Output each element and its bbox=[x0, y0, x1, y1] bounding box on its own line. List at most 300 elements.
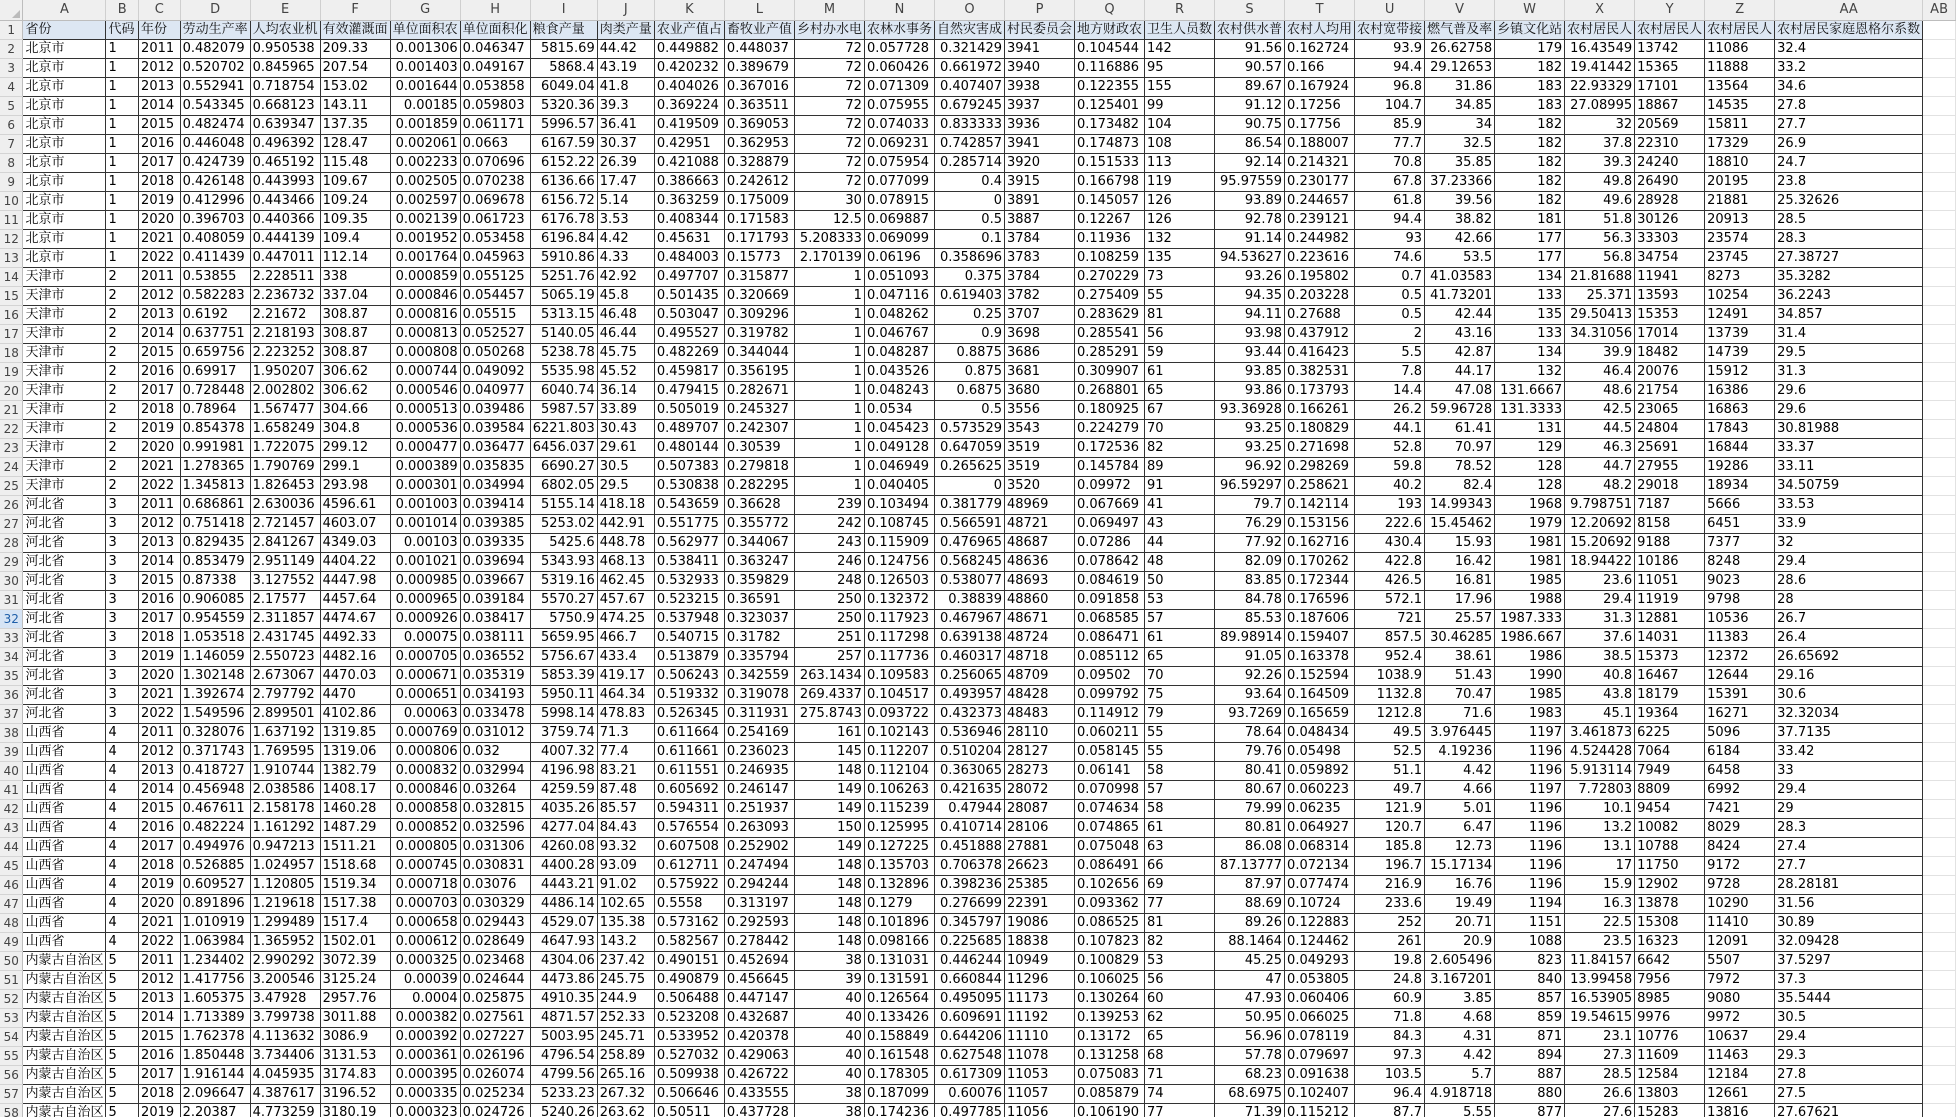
table-cell[interactable]: 1132.8 bbox=[1355, 686, 1425, 705]
table-cell[interactable]: 99 bbox=[1145, 97, 1215, 116]
table-cell[interactable]: 4 bbox=[106, 724, 139, 743]
table-cell[interactable]: 44.17 bbox=[1425, 363, 1495, 382]
table-cell[interactable]: 1.417756 bbox=[180, 971, 250, 990]
table-cell[interactable]: 72 bbox=[794, 116, 864, 135]
table-cell[interactable]: 134 bbox=[1495, 268, 1565, 287]
table-cell[interactable]: 93.64 bbox=[1215, 686, 1285, 705]
table-cell[interactable]: 0.153156 bbox=[1285, 515, 1355, 534]
table-cell[interactable]: 0.187606 bbox=[1285, 610, 1355, 629]
table-cell[interactable]: 29.5 bbox=[1775, 344, 1923, 363]
table-cell[interactable]: 457.67 bbox=[597, 591, 654, 610]
table-cell[interactable]: 0.131258 bbox=[1075, 1047, 1145, 1066]
table-cell[interactable]: 0.1279 bbox=[864, 895, 934, 914]
table-cell[interactable]: 29.4 bbox=[1565, 591, 1635, 610]
table-cell[interactable]: 242 bbox=[794, 515, 864, 534]
table-cell[interactable]: 0.106190 bbox=[1075, 1104, 1145, 1117]
table-cell[interactable]: 0.42951 bbox=[654, 135, 724, 154]
table-cell[interactable]: 0.328076 bbox=[180, 724, 250, 743]
table-cell[interactable]: 1 bbox=[106, 97, 139, 116]
header-cell[interactable]: 农村居民人 bbox=[1565, 21, 1635, 40]
table-cell[interactable]: 1 bbox=[794, 306, 864, 325]
table-cell[interactable]: 2.841267 bbox=[250, 534, 320, 553]
table-cell[interactable]: 1968 bbox=[1495, 496, 1565, 515]
table-cell[interactable]: 4102.86 bbox=[320, 705, 390, 724]
table-cell[interactable]: 30.89 bbox=[1775, 914, 1923, 933]
table-cell[interactable]: 0.345797 bbox=[934, 914, 1004, 933]
column-header-p[interactable]: P bbox=[1004, 0, 1074, 21]
select-all-corner[interactable] bbox=[0, 0, 23, 21]
table-cell[interactable]: 0.031012 bbox=[460, 724, 530, 743]
table-cell[interactable]: 0.075048 bbox=[1075, 838, 1145, 857]
table-cell[interactable]: 0.412996 bbox=[180, 192, 250, 211]
column-header-x[interactable]: X bbox=[1565, 0, 1635, 21]
table-cell[interactable]: 0.112104 bbox=[864, 762, 934, 781]
table-cell[interactable]: 308.87 bbox=[320, 306, 390, 325]
table-cell[interactable]: 16323 bbox=[1635, 933, 1705, 952]
table-cell[interactable] bbox=[1923, 553, 1956, 572]
table-cell[interactable]: 5987.57 bbox=[530, 401, 597, 420]
table-cell[interactable]: 51.1 bbox=[1355, 762, 1425, 781]
table-cell[interactable]: 887 bbox=[1495, 1066, 1565, 1085]
table-cell[interactable]: 94.4 bbox=[1355, 59, 1425, 78]
table-cell[interactable]: 30 bbox=[794, 192, 864, 211]
table-cell[interactable] bbox=[1923, 857, 1956, 876]
table-cell[interactable]: 45.1 bbox=[1565, 705, 1635, 724]
table-cell[interactable]: 11919 bbox=[1635, 591, 1705, 610]
table-cell[interactable]: 95 bbox=[1145, 59, 1215, 78]
row-header[interactable]: 4 bbox=[0, 78, 23, 97]
table-cell[interactable]: 179 bbox=[1495, 40, 1565, 59]
header-cell[interactable]: 省份 bbox=[23, 21, 106, 40]
table-cell[interactable]: 0.122883 bbox=[1285, 914, 1355, 933]
table-cell[interactable]: 7956 bbox=[1635, 971, 1705, 990]
table-cell[interactable]: 0.126564 bbox=[864, 990, 934, 1009]
table-cell[interactable]: 0.174873 bbox=[1075, 135, 1145, 154]
table-cell[interactable]: 7972 bbox=[1705, 971, 1775, 990]
table-cell[interactable]: 0.568245 bbox=[934, 553, 1004, 572]
table-cell[interactable]: 38 bbox=[794, 1104, 864, 1117]
table-cell[interactable]: 内蒙古自治区 bbox=[23, 990, 106, 1009]
table-cell[interactable]: 0.533952 bbox=[654, 1028, 724, 1047]
table-cell[interactable]: 13564 bbox=[1705, 78, 1775, 97]
table-cell[interactable]: 0.50511 bbox=[654, 1104, 724, 1117]
table-cell[interactable]: 0.506488 bbox=[654, 990, 724, 1009]
table-cell[interactable]: 0.060223 bbox=[1285, 781, 1355, 800]
table-cell[interactable]: 0.538077 bbox=[934, 572, 1004, 591]
table-cell[interactable]: 0.101896 bbox=[864, 914, 934, 933]
table-cell[interactable]: 5 bbox=[106, 952, 139, 971]
row-header[interactable]: 38 bbox=[0, 724, 23, 743]
table-cell[interactable]: 17329 bbox=[1705, 135, 1775, 154]
table-cell[interactable]: 5.14 bbox=[597, 192, 654, 211]
table-cell[interactable]: 14739 bbox=[1705, 344, 1775, 363]
row-header[interactable]: 50 bbox=[0, 952, 23, 971]
table-cell[interactable]: 0.639138 bbox=[934, 629, 1004, 648]
table-cell[interactable]: 11410 bbox=[1705, 914, 1775, 933]
table-cell[interactable]: 40 bbox=[794, 990, 864, 1009]
table-cell[interactable]: 0.495095 bbox=[934, 990, 1004, 1009]
table-cell[interactable]: 6176.78 bbox=[530, 211, 597, 230]
table-cell[interactable]: 1 bbox=[794, 268, 864, 287]
table-cell[interactable]: 89.67 bbox=[1215, 78, 1285, 97]
table-cell[interactable]: 0.424739 bbox=[180, 154, 250, 173]
table-cell[interactable]: 4799.56 bbox=[530, 1066, 597, 1085]
table-cell[interactable]: 0.853479 bbox=[180, 553, 250, 572]
table-cell[interactable]: 11463 bbox=[1705, 1047, 1775, 1066]
table-cell[interactable]: 2.550723 bbox=[250, 648, 320, 667]
table-cell[interactable]: 0.12267 bbox=[1075, 211, 1145, 230]
header-cell[interactable] bbox=[1923, 21, 1956, 40]
table-cell[interactable]: 0.030831 bbox=[460, 857, 530, 876]
table-cell[interactable]: 0.133426 bbox=[864, 1009, 934, 1028]
table-cell[interactable]: 79.99 bbox=[1215, 800, 1285, 819]
table-cell[interactable]: 0.036477 bbox=[460, 439, 530, 458]
table-cell[interactable]: 474.25 bbox=[597, 610, 654, 629]
table-cell[interactable]: 72 bbox=[794, 97, 864, 116]
table-cell[interactable]: 31.4 bbox=[1775, 325, 1923, 344]
table-cell[interactable]: 0.367016 bbox=[724, 78, 794, 97]
table-cell[interactable]: 15308 bbox=[1635, 914, 1705, 933]
table-cell[interactable]: 0.048243 bbox=[864, 382, 934, 401]
table-cell[interactable]: 2016 bbox=[139, 591, 181, 610]
table-cell[interactable]: 1197 bbox=[1495, 724, 1565, 743]
table-cell[interactable]: 261 bbox=[1355, 933, 1425, 952]
table-cell[interactable]: 0.158849 bbox=[864, 1028, 934, 1047]
table-cell[interactable]: 823 bbox=[1495, 952, 1565, 971]
table-cell[interactable]: 131.3333 bbox=[1495, 401, 1565, 420]
table-cell[interactable]: 102.65 bbox=[597, 895, 654, 914]
table-cell[interactable]: 0.059803 bbox=[460, 97, 530, 116]
table-cell[interactable]: 6992 bbox=[1705, 781, 1775, 800]
table-cell[interactable]: 148 bbox=[794, 895, 864, 914]
table-cell[interactable]: 84.3 bbox=[1355, 1028, 1425, 1047]
table-cell[interactable]: 0.145057 bbox=[1075, 192, 1145, 211]
table-cell[interactable]: 8985 bbox=[1635, 990, 1705, 1009]
table-cell[interactable]: 3 bbox=[106, 667, 139, 686]
table-cell[interactable]: 13.99458 bbox=[1565, 971, 1635, 990]
row-header[interactable]: 8 bbox=[0, 154, 23, 173]
table-cell[interactable]: 2022 bbox=[139, 477, 181, 496]
table-cell[interactable]: 3680 bbox=[1004, 382, 1074, 401]
header-cell[interactable]: 农村人均用 bbox=[1285, 21, 1355, 40]
table-cell[interactable]: 4 bbox=[106, 876, 139, 895]
table-cell[interactable]: 42.66 bbox=[1425, 230, 1495, 249]
table-cell[interactable]: 1.120805 bbox=[250, 876, 320, 895]
table-cell[interactable]: 0.247494 bbox=[724, 857, 794, 876]
table-cell[interactable]: 16271 bbox=[1705, 705, 1775, 724]
table-cell[interactable]: 0.09972 bbox=[1075, 477, 1145, 496]
table-cell[interactable]: 16.53905 bbox=[1565, 990, 1635, 1009]
table-cell[interactable]: 74 bbox=[1145, 1085, 1215, 1104]
table-cell[interactable]: 70.8 bbox=[1355, 154, 1425, 173]
row-header[interactable]: 44 bbox=[0, 838, 23, 857]
table-cell[interactable]: 149 bbox=[794, 838, 864, 857]
table-cell[interactable]: 74.6 bbox=[1355, 249, 1425, 268]
table-cell[interactable]: 1319.85 bbox=[320, 724, 390, 743]
table-cell[interactable]: 3 bbox=[106, 705, 139, 724]
table-cell[interactable]: 4035.26 bbox=[530, 800, 597, 819]
row-header[interactable]: 15 bbox=[0, 287, 23, 306]
column-header-y[interactable]: Y bbox=[1635, 0, 1705, 21]
table-cell[interactable]: 0.644206 bbox=[934, 1028, 1004, 1047]
table-cell[interactable]: 0.375 bbox=[934, 268, 1004, 287]
table-cell[interactable]: 3.167201 bbox=[1425, 971, 1495, 990]
table-cell[interactable]: 53 bbox=[1145, 952, 1215, 971]
table-cell[interactable]: 0.358696 bbox=[934, 249, 1004, 268]
table-cell[interactable]: 0.001644 bbox=[390, 78, 460, 97]
table-cell[interactable]: 3.976445 bbox=[1425, 724, 1495, 743]
table-cell[interactable]: 48428 bbox=[1004, 686, 1074, 705]
table-cell[interactable]: 0.69917 bbox=[180, 363, 250, 382]
table-cell[interactable]: 5.913114 bbox=[1565, 762, 1635, 781]
table-cell[interactable]: 462.45 bbox=[597, 572, 654, 591]
table-cell[interactable]: 91.02 bbox=[597, 876, 654, 895]
table-cell[interactable]: 89 bbox=[1145, 458, 1215, 477]
table-cell[interactable]: 0.5558 bbox=[654, 895, 724, 914]
header-cell[interactable]: 肉类产量 bbox=[597, 21, 654, 40]
table-cell[interactable]: 0.166798 bbox=[1075, 173, 1145, 192]
table-cell[interactable]: 32.32034 bbox=[1775, 705, 1923, 724]
table-cell[interactable]: 77 bbox=[1145, 895, 1215, 914]
table-cell[interactable] bbox=[1923, 496, 1956, 515]
table-cell[interactable]: 北京市 bbox=[23, 97, 106, 116]
table-cell[interactable]: 1196 bbox=[1495, 800, 1565, 819]
table-cell[interactable]: 1.713389 bbox=[180, 1009, 250, 1028]
table-cell[interactable]: 1 bbox=[106, 78, 139, 97]
table-cell[interactable]: 0.059892 bbox=[1285, 762, 1355, 781]
table-cell[interactable]: 104 bbox=[1145, 116, 1215, 135]
row-header[interactable]: 45 bbox=[0, 857, 23, 876]
column-header-b[interactable]: B bbox=[106, 0, 139, 21]
table-cell[interactable]: 0.482269 bbox=[654, 344, 724, 363]
table-cell[interactable]: 5238.78 bbox=[530, 344, 597, 363]
table-cell[interactable]: 72 bbox=[794, 78, 864, 97]
table-cell[interactable]: 419.17 bbox=[597, 667, 654, 686]
table-cell[interactable]: 0.068585 bbox=[1075, 610, 1145, 629]
table-cell[interactable]: 90.57 bbox=[1215, 59, 1285, 78]
table-cell[interactable]: 0.151533 bbox=[1075, 154, 1145, 173]
table-cell[interactable]: 0.104544 bbox=[1075, 40, 1145, 59]
table-cell[interactable]: 北京市 bbox=[23, 59, 106, 78]
table-cell[interactable]: 5003.95 bbox=[530, 1028, 597, 1047]
table-cell[interactable]: 16.42 bbox=[1425, 553, 1495, 572]
table-cell[interactable]: 12372 bbox=[1705, 648, 1775, 667]
table-cell[interactable]: 5 bbox=[106, 1047, 139, 1066]
table-cell[interactable]: 6156.72 bbox=[530, 192, 597, 211]
table-cell[interactable]: 5868.4 bbox=[530, 59, 597, 78]
table-cell[interactable]: 33303 bbox=[1635, 230, 1705, 249]
table-cell[interactable]: 2012 bbox=[139, 515, 181, 534]
table-cell[interactable]: 0.362953 bbox=[724, 135, 794, 154]
table-cell[interactable]: 0.122355 bbox=[1075, 78, 1145, 97]
table-cell[interactable]: 183 bbox=[1495, 78, 1565, 97]
table-cell[interactable]: 0.320669 bbox=[724, 287, 794, 306]
table-cell[interactable]: 0.060211 bbox=[1075, 724, 1145, 743]
row-header[interactable]: 1 bbox=[0, 21, 23, 40]
table-cell[interactable]: 0.30539 bbox=[724, 439, 794, 458]
table-cell[interactable]: 0.000513 bbox=[390, 401, 460, 420]
table-cell[interactable]: 0.519332 bbox=[654, 686, 724, 705]
table-cell[interactable]: 28.28181 bbox=[1775, 876, 1923, 895]
table-cell[interactable]: 12644 bbox=[1705, 667, 1775, 686]
table-cell[interactable]: 5343.93 bbox=[530, 553, 597, 572]
table-cell[interactable]: 25691 bbox=[1635, 439, 1705, 458]
table-cell[interactable]: 2.311857 bbox=[250, 610, 320, 629]
table-cell[interactable]: 44 bbox=[1145, 534, 1215, 553]
table-cell[interactable]: 120.7 bbox=[1355, 819, 1425, 838]
table-cell[interactable]: 5251.76 bbox=[530, 268, 597, 287]
table-cell[interactable]: 0.496392 bbox=[250, 135, 320, 154]
table-cell[interactable] bbox=[1923, 990, 1956, 1009]
row-header[interactable]: 20 bbox=[0, 382, 23, 401]
table-cell[interactable]: 67 bbox=[1145, 401, 1215, 420]
table-cell[interactable]: 0.163378 bbox=[1285, 648, 1355, 667]
table-cell[interactable]: 39.3 bbox=[1565, 154, 1635, 173]
table-cell[interactable]: 0.000392 bbox=[390, 1028, 460, 1047]
table-cell[interactable]: 0.36591 bbox=[724, 591, 794, 610]
table-cell[interactable]: 1985 bbox=[1495, 686, 1565, 705]
table-cell[interactable]: 0.451888 bbox=[934, 838, 1004, 857]
table-cell[interactable]: 96.8 bbox=[1355, 78, 1425, 97]
table-cell[interactable]: 0.026196 bbox=[460, 1047, 530, 1066]
table-cell[interactable] bbox=[1923, 952, 1956, 971]
table-cell[interactable]: 0.639347 bbox=[250, 116, 320, 135]
table-cell[interactable]: 1.658249 bbox=[250, 420, 320, 439]
table-cell[interactable]: 0.002061 bbox=[390, 135, 460, 154]
table-cell[interactable]: 70 bbox=[1145, 420, 1215, 439]
table-cell[interactable]: 306.62 bbox=[320, 382, 390, 401]
table-cell[interactable]: 76.29 bbox=[1215, 515, 1285, 534]
row-header[interactable]: 33 bbox=[0, 629, 23, 648]
table-cell[interactable]: 94.4 bbox=[1355, 211, 1425, 230]
table-cell[interactable]: 4.773259 bbox=[250, 1104, 320, 1117]
row-header[interactable]: 7 bbox=[0, 135, 23, 154]
table-cell[interactable]: 河北省 bbox=[23, 553, 106, 572]
table-cell[interactable]: 5233.23 bbox=[530, 1085, 597, 1104]
table-cell[interactable]: 26.4 bbox=[1775, 629, 1923, 648]
table-cell[interactable]: 山西省 bbox=[23, 914, 106, 933]
table-cell[interactable]: 0.410714 bbox=[934, 819, 1004, 838]
table-cell[interactable]: 16.76 bbox=[1425, 876, 1495, 895]
table-cell[interactable]: 48693 bbox=[1004, 572, 1074, 591]
table-cell[interactable]: 0.27688 bbox=[1285, 306, 1355, 325]
table-cell[interactable]: 8158 bbox=[1635, 515, 1705, 534]
table-cell[interactable]: 1.146059 bbox=[180, 648, 250, 667]
table-cell[interactable]: 0.039414 bbox=[460, 496, 530, 515]
table-cell[interactable]: 27.4 bbox=[1775, 838, 1923, 857]
table-cell[interactable]: 0.285291 bbox=[1075, 344, 1145, 363]
table-cell[interactable]: 4.045935 bbox=[250, 1066, 320, 1085]
table-cell[interactable]: 24804 bbox=[1635, 420, 1705, 439]
table-cell[interactable]: 80.81 bbox=[1215, 819, 1285, 838]
table-cell[interactable]: 0.000745 bbox=[390, 857, 460, 876]
table-cell[interactable]: 0.130264 bbox=[1075, 990, 1145, 1009]
table-cell[interactable]: 1196 bbox=[1495, 838, 1565, 857]
table-cell[interactable]: 27.6 bbox=[1565, 1104, 1635, 1117]
table-cell[interactable]: 0.00185 bbox=[390, 97, 460, 116]
table-cell[interactable]: 46.4 bbox=[1565, 363, 1635, 382]
table-cell[interactable]: 1 bbox=[794, 420, 864, 439]
table-cell[interactable]: 0.036552 bbox=[460, 648, 530, 667]
table-cell[interactable]: 6136.66 bbox=[530, 173, 597, 192]
table-cell[interactable]: 721 bbox=[1355, 610, 1425, 629]
table-cell[interactable]: 0.132372 bbox=[864, 591, 934, 610]
table-cell[interactable]: 0.419509 bbox=[654, 116, 724, 135]
table-cell[interactable]: 252.33 bbox=[597, 1009, 654, 1028]
table-cell[interactable]: 2012 bbox=[139, 971, 181, 990]
table-cell[interactable] bbox=[1923, 686, 1956, 705]
table-cell[interactable]: 0.124462 bbox=[1285, 933, 1355, 952]
table-cell[interactable]: 0.115239 bbox=[864, 800, 934, 819]
table-cell[interactable]: 0.043526 bbox=[864, 363, 934, 382]
table-cell[interactable]: 148 bbox=[794, 914, 864, 933]
table-cell[interactable]: 18838 bbox=[1004, 933, 1074, 952]
table-cell[interactable]: 4007.32 bbox=[530, 743, 597, 762]
table-cell[interactable]: 44.1 bbox=[1355, 420, 1425, 439]
table-cell[interactable]: 北京市 bbox=[23, 211, 106, 230]
table-cell[interactable]: 0.335794 bbox=[724, 648, 794, 667]
table-cell[interactable]: 2022 bbox=[139, 705, 181, 724]
table-cell[interactable] bbox=[1923, 819, 1956, 838]
table-cell[interactable]: 245.75 bbox=[597, 971, 654, 990]
table-cell[interactable]: 3519 bbox=[1004, 439, 1074, 458]
table-cell[interactable]: 2.797792 bbox=[250, 686, 320, 705]
table-cell[interactable]: 77 bbox=[1145, 1104, 1215, 1117]
table-cell[interactable]: 山西省 bbox=[23, 781, 106, 800]
table-cell[interactable]: 5750.9 bbox=[530, 610, 597, 629]
table-cell[interactable]: 57 bbox=[1145, 781, 1215, 800]
table-cell[interactable]: 5140.05 bbox=[530, 325, 597, 344]
table-cell[interactable] bbox=[1923, 344, 1956, 363]
table-cell[interactable]: 33.53 bbox=[1775, 496, 1923, 515]
table-cell[interactable]: 4.113632 bbox=[250, 1028, 320, 1047]
table-cell[interactable]: 91.05 bbox=[1215, 648, 1285, 667]
table-cell[interactable]: 29 bbox=[1775, 800, 1923, 819]
table-cell[interactable]: 0.225685 bbox=[934, 933, 1004, 952]
table-cell[interactable]: 30.46285 bbox=[1425, 629, 1495, 648]
table-cell[interactable]: 0.489707 bbox=[654, 420, 724, 439]
table-cell[interactable]: 0.36628 bbox=[724, 496, 794, 515]
table-cell[interactable]: 2016 bbox=[139, 1047, 181, 1066]
table-cell[interactable]: 21881 bbox=[1705, 192, 1775, 211]
table-cell[interactable]: 1 bbox=[794, 382, 864, 401]
table-cell[interactable]: 0.000301 bbox=[390, 477, 460, 496]
table-cell[interactable]: 7.72803 bbox=[1565, 781, 1635, 800]
table-cell[interactable]: 0.165659 bbox=[1285, 705, 1355, 724]
table-cell[interactable]: 0.052527 bbox=[460, 325, 530, 344]
table-cell[interactable]: 18934 bbox=[1705, 477, 1775, 496]
table-cell[interactable]: 0.5 bbox=[934, 211, 1004, 230]
table-cell[interactable]: 38.5 bbox=[1565, 648, 1635, 667]
table-cell[interactable]: 0.679245 bbox=[934, 97, 1004, 116]
table-cell[interactable]: 山西省 bbox=[23, 933, 106, 952]
table-cell[interactable]: 0.369053 bbox=[724, 116, 794, 135]
table-cell[interactable]: 104.7 bbox=[1355, 97, 1425, 116]
table-cell[interactable]: 0.040405 bbox=[864, 477, 934, 496]
table-cell[interactable]: 2022 bbox=[139, 249, 181, 268]
table-cell[interactable]: 4.66 bbox=[1425, 781, 1495, 800]
table-cell[interactable]: 0.418727 bbox=[180, 762, 250, 781]
table-cell[interactable]: 12661 bbox=[1705, 1085, 1775, 1104]
table-cell[interactable]: 246 bbox=[794, 553, 864, 572]
table-cell[interactable] bbox=[1923, 401, 1956, 420]
table-cell[interactable]: 0.426722 bbox=[724, 1066, 794, 1085]
table-cell[interactable]: 2019 bbox=[139, 420, 181, 439]
table-cell[interactable] bbox=[1923, 40, 1956, 59]
table-cell[interactable]: 北京市 bbox=[23, 230, 106, 249]
table-cell[interactable]: 1460.28 bbox=[320, 800, 390, 819]
table-cell[interactable]: 河北省 bbox=[23, 648, 106, 667]
